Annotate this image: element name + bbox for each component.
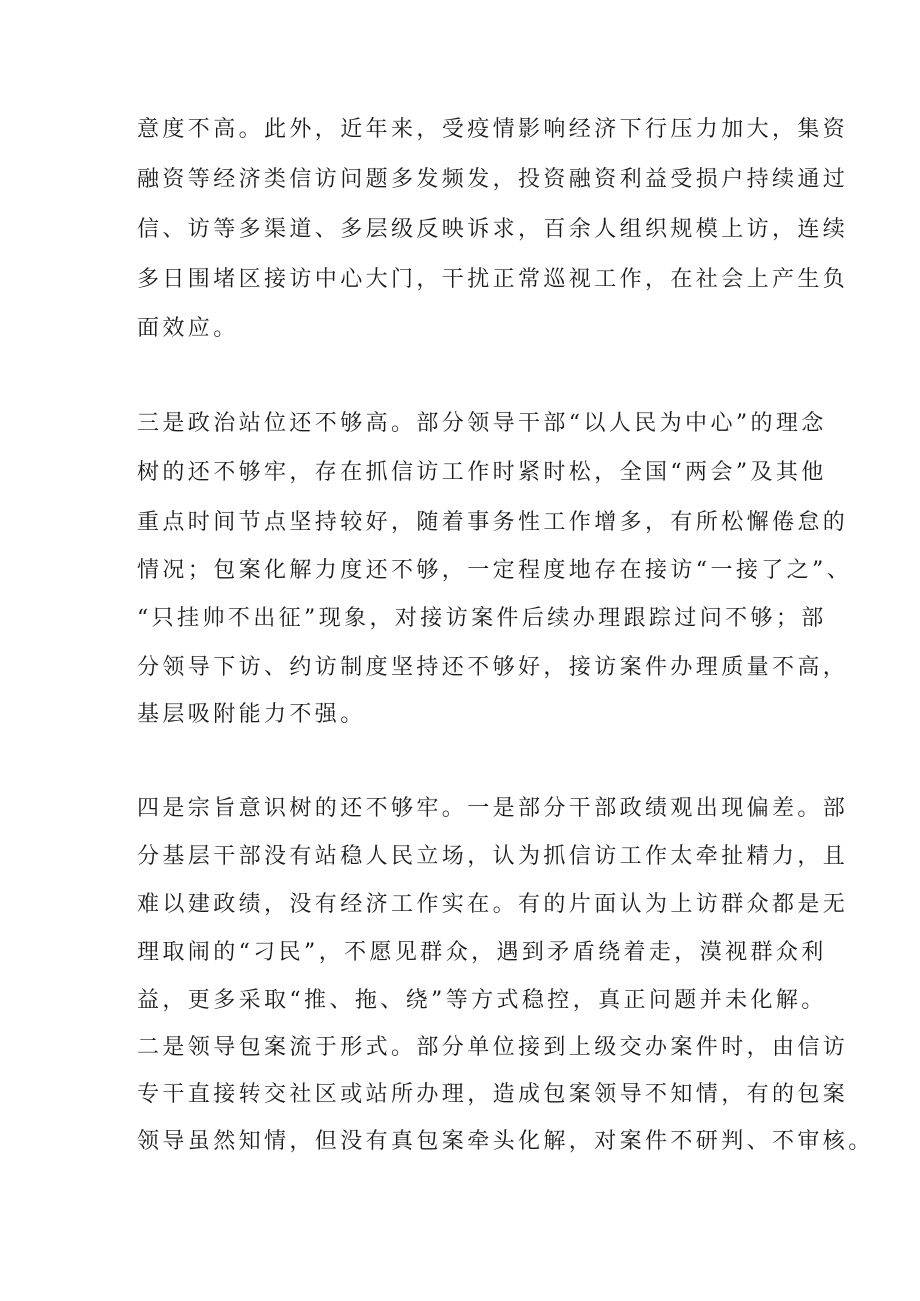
text-line: 三是政治站位还不够高。部分领导干部“以人民为中心”的理念	[137, 411, 827, 436]
text-line: 意度不高。此外，近年来，受疫情影响经济下行压力加大，集资	[137, 117, 849, 142]
text-line: 理取闹的“刁民”，不愿见群众，遇到矛盾绕着走，漠视群众利	[137, 940, 827, 965]
text-line: 重点时间节点坚持较好，随着事务性工作增多，有所松懈倦怠的	[137, 510, 849, 535]
text-line: 益，更多采取“推、拖、绕”等方式稳控，真正问题并未化解。	[137, 988, 827, 1013]
text-line: 专干直接转交社区或站所办理，造成包案领导不知情，有的包案	[137, 1082, 849, 1107]
text-line: 多日围堵区接访中心大门，干扰正常巡视工作，在社会上产生负	[137, 267, 849, 292]
text-line: “只挂帅不出征”现象，对接访案件后续办理跟踪过问不够；部	[137, 606, 827, 631]
text-line: 领导虽然知情，但没有真包案牵头化解，对案件不研判、不审核。	[137, 1129, 874, 1154]
text-line: 面效应。	[137, 316, 239, 341]
text-line: 分基层干部没有站稳人民立场，认为抓信访工作太牵扯精力，且	[137, 844, 849, 869]
text-line: 四是宗旨意识树的还不够牢。一是部分干部政绩观出现偏差。部	[137, 796, 849, 821]
text-line: 情况；包案化解力度还不够，一定程度地存在接访“一接了之”、	[137, 558, 853, 583]
text-line: 难以建政绩，没有经济工作实在。有的片面认为上访群众都是无	[137, 892, 849, 917]
text-line: 分领导下访、约访制度坚持还不够好，接访案件办理质量不高，	[137, 655, 849, 680]
text-line: 基层吸附能力不强。	[137, 702, 366, 727]
text-line: 融资等经济类信访问题多发频发，投资融资利益受损户持续通过	[137, 167, 849, 192]
text-line: 信、访等多渠道、多层级反映诉求，百余人组织规模上访，连续	[137, 217, 849, 242]
text-line: 树的还不够牢，存在抓信访工作时紧时松，全国“两会”及其他	[137, 460, 827, 485]
text-line: 二是领导包案流于形式。部分单位接到上级交办案件时，由信访	[137, 1035, 849, 1060]
